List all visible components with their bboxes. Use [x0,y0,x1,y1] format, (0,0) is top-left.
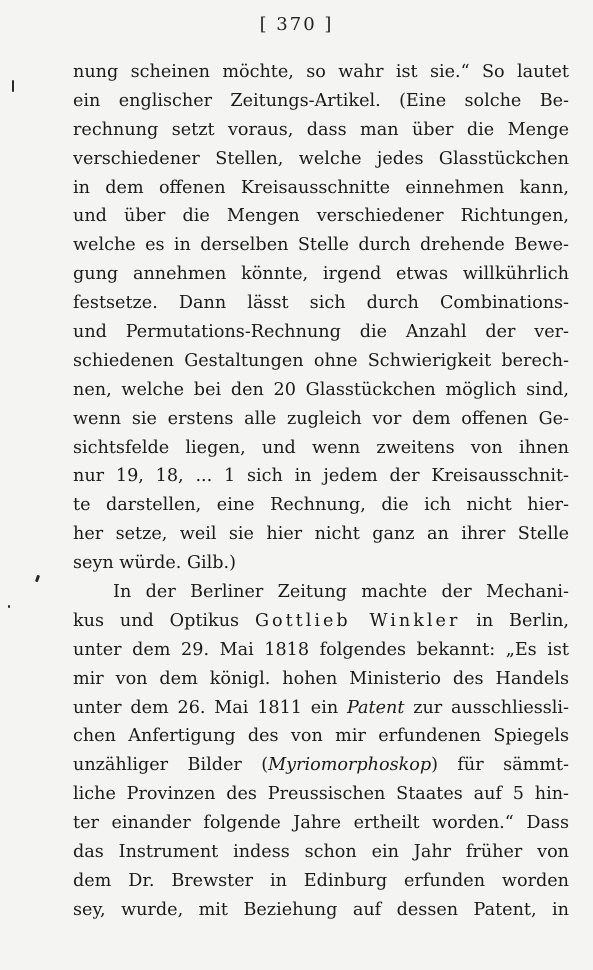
scan-speck [35,575,40,583]
text-line: chen Anfertigung des von mir erfundenen Spiegels [73,726,569,747]
text-span: kus und Optikus [73,610,255,631]
text-line [73,607,569,636]
text-line: unter dem 29. Mai 1818 folgendes bekannt: „Es ist [73,639,569,660]
person-name: Gottlieb Winkler [254,610,461,631]
text-line: schiedenen Gestaltungen ohne Schwierigkeit berech- [73,350,569,371]
text-line [73,751,569,780]
text-span: in Berlin, [460,610,569,631]
text-line: und Permutations-Rechnung die Anzahl der ver- [73,322,569,343]
text-line: festsetze. Dann lässt sich durch Combinations- [73,293,569,314]
text-line: wenn sie erstens alle zugleich vor dem offenen Ge- [73,408,569,429]
text-span: unzähliger Bilder ( [73,755,269,776]
text-line: rechnung setzt voraus, dass man über die Menge [73,119,569,140]
page-number: [ 370 ] [259,14,334,35]
text-line: mir von dem königl. hohen Ministerio des Handels [73,668,569,689]
text-span: zur ausschliessli- [404,697,569,718]
text-line: und über die Mengen verschiedener Richtungen, [73,206,569,227]
text-line: nur 19, 18, ... 1 sich in jedem der Kreisausschnit- [73,466,569,487]
text-line: ein englischer Zeitungs-Artikel. (Eine solche Be- [73,90,569,111]
scan-speck [12,80,14,92]
text-line: welche es in derselben Stelle durch drehende Bewe- [73,235,569,256]
text-line: das Instrument indess schon ein Jahr früher von [73,842,569,863]
text-line: ter einander folgende Jahre ertheilt worden.“ Dass [73,813,569,834]
text-line [73,694,569,723]
text-line: seyn würde. Gilb.) [73,553,236,574]
text-line: nen, welche bei den 20 Glasstückchen möglich sind, [73,379,569,400]
scan-speck [8,605,10,608]
text-line: dem Dr. Brewster in Edinburg erfunden worden [73,870,569,891]
text-line: nung scheinen möchte, so wahr ist sie.“ So lautet [73,62,569,82]
text-line: sichtsfelde liegen, und wenn zweitens von ihnen [73,437,569,458]
text-line: her setze, weil sie hier nicht ganz an ihrer Stelle [73,524,569,545]
italic-term: Patent [346,697,405,718]
text-line: te darstellen, eine Rechnung, die ich nicht hier- [73,495,569,516]
text-line: liche Provinzen des Preussischen Staates auf 5 hin- [73,784,569,805]
paragraph-start-line: In der Berliner Zeitung machte der Mechani- [113,582,569,603]
text-line: sey, wurde, mit Beziehung auf dessen Patent, in [73,899,569,920]
italic-term: Myriomorphoskop [268,755,432,776]
text-span: unter dem 26. Mai 1811 ein [73,697,347,718]
text-line: gung annehmen könnte, irgend etwas willkührlich [73,264,569,285]
text-span: ) für sämmt- [431,755,569,776]
text-block [73,58,569,925]
text-line: in dem offenen Kreisausschnitte einnehmen kann, [73,177,569,198]
text-line: verschiedener Stellen, welche jedes Glasstückchen [73,148,569,169]
